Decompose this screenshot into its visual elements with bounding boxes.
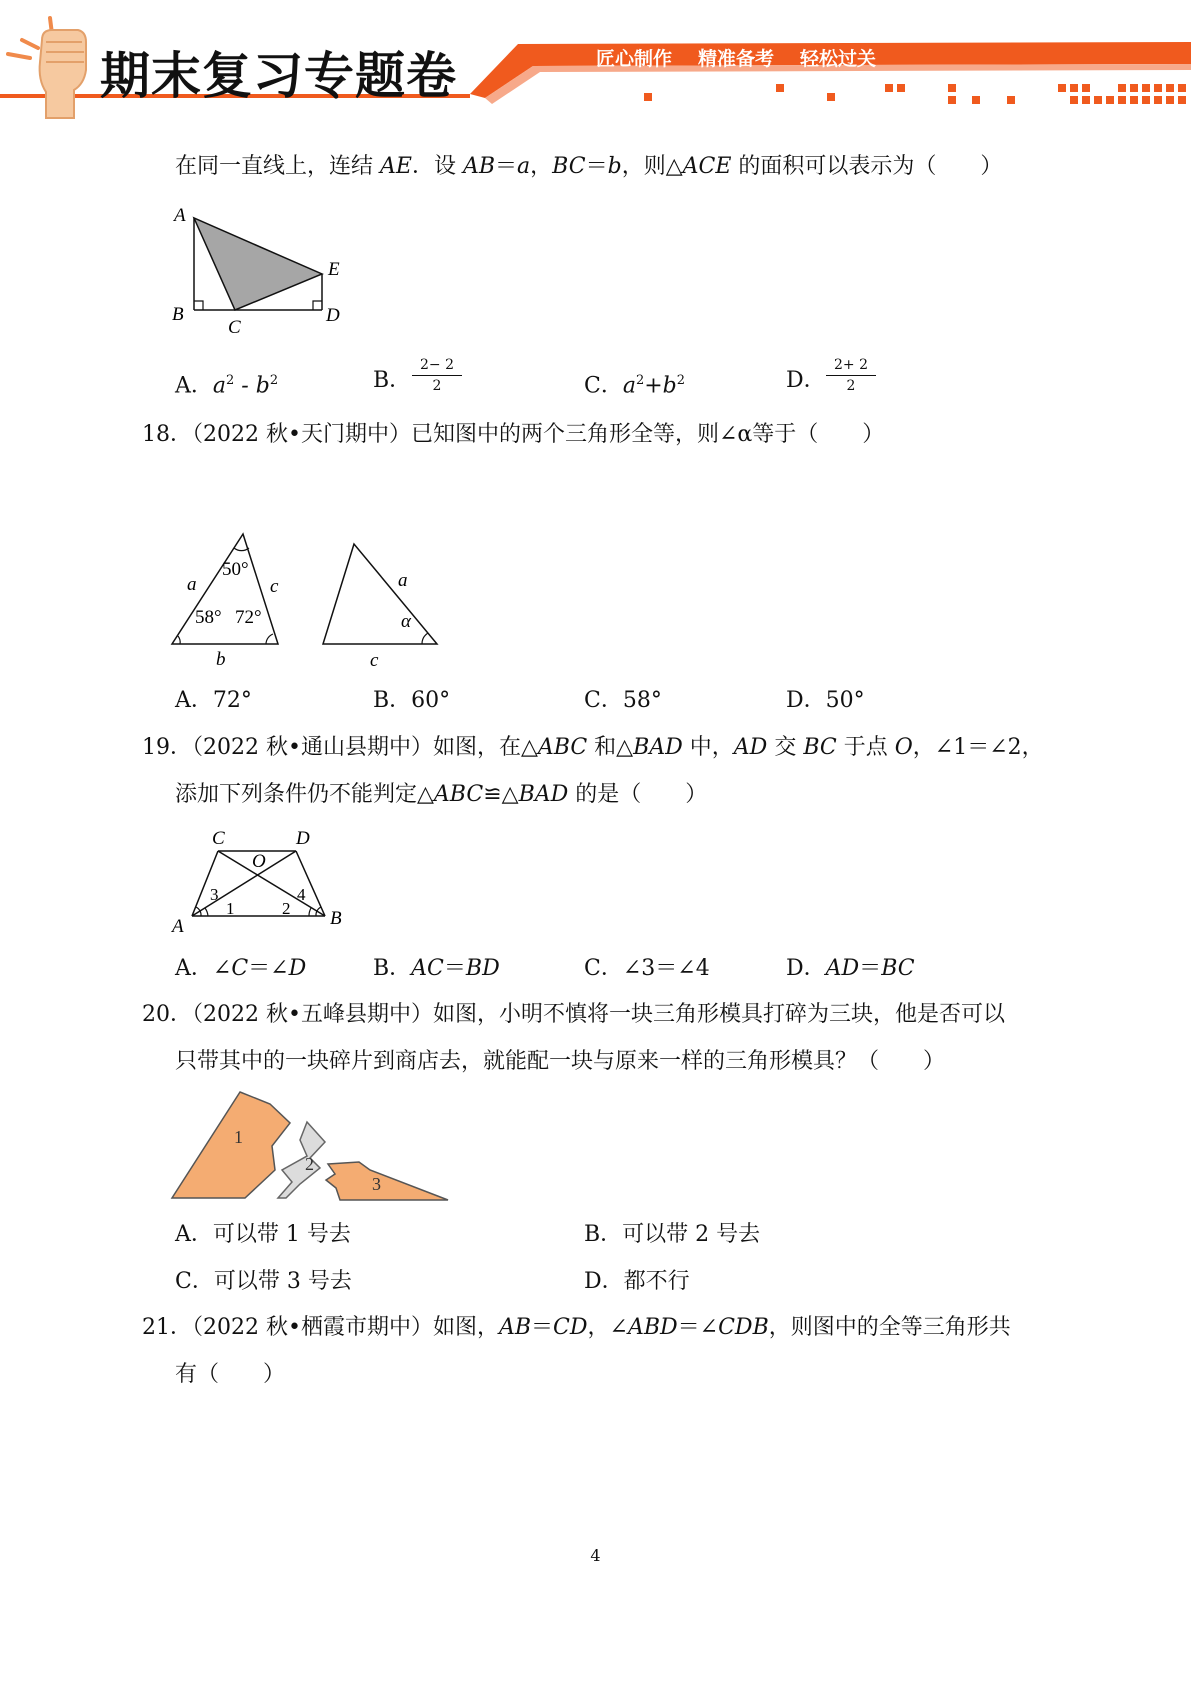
q20-piece-2-label: 2: [305, 1154, 314, 1174]
fist-icon: [8, 18, 86, 118]
q20-piece-2: [278, 1122, 325, 1198]
q19-angle-4: 4: [297, 885, 306, 904]
q21-stem-line1: 21．（2022 秋•栖霞市期中）如图，AB＝CD，∠ABD＝∠CDB，则图中的全等三角形共: [142, 1315, 1011, 1340]
q17-label-A: A: [174, 205, 186, 226]
q17-label-E: E: [328, 259, 340, 280]
q17-option-c: C．$a^2+b^2$: [584, 373, 686, 399]
q19-label-A: A: [172, 916, 184, 937]
q18-option-a: A．72°: [175, 688, 252, 713]
q17-figure: [160, 195, 360, 340]
q20-stem-line2: 只带其中的一块碎片到商店去，就能配一块与原来一样的三角形模具？（ ）: [175, 1049, 946, 1074]
q17-option-d-fraction: [826, 357, 876, 394]
q18-stem: 18．（2022 秋•天门期中）已知图中的两个三角形全等，则∠α等于（ ）: [142, 422, 885, 447]
q17-option-b-fraction: [412, 357, 462, 394]
q19-label-B: B: [330, 908, 342, 929]
q18-figure: [160, 520, 450, 670]
q18-angle-50: 50°: [222, 559, 249, 580]
q17-label-B: B: [172, 304, 184, 325]
header-slogan-3: 轻松过关: [800, 48, 877, 70]
page-header: [0, 0, 1191, 125]
q17-option-d-numerator: 2+ 2: [826, 357, 876, 376]
q21-stem-line2: 有（ ）: [175, 1362, 286, 1387]
q17-option-b-numerator: 2− 2: [412, 357, 462, 376]
q19-label-O: O: [252, 851, 266, 872]
q17-label-D: D: [326, 305, 340, 326]
q20-piece-3-label: 3: [372, 1174, 381, 1194]
q19-option-d: D．AD＝BC: [786, 956, 915, 981]
q20-piece-1-label: 1: [234, 1127, 243, 1147]
q20-stem-line1: 20．（2022 秋•五峰县期中）如图，小明不慎将一块三角形模具打碎为三块，他是否可以: [142, 1002, 1005, 1027]
q17-option-d: D．: [786, 368, 826, 393]
page-number: 4: [590, 1546, 601, 1565]
q19-option-c: C．∠3＝∠4: [584, 956, 710, 981]
q19-stem-line2: 添加下列条件仍不能判定△ABC≌△BAD 的是（ ）: [175, 782, 708, 807]
q19-label-C: C: [212, 828, 225, 849]
q18-label-a2: a: [398, 570, 408, 591]
q20-option-a: A．可以带 1 号去: [175, 1222, 351, 1247]
q20-piece-1: [172, 1092, 290, 1198]
q17-option-b-denominator: 2: [432, 378, 442, 394]
q18-angle-58: 58°: [195, 607, 222, 628]
header-title: 期末复习专题卷: [100, 47, 457, 105]
q19-angle-3: 3: [210, 885, 219, 904]
q17-option-a: A．$a^2 - b^2$: [175, 373, 279, 399]
q19-option-a: A．∠C＝∠D: [175, 956, 307, 981]
q20-option-b: B．可以带 2 号去: [584, 1222, 761, 1247]
q18-angle-72: 72°: [235, 607, 262, 628]
q18-label-c1: c: [270, 576, 279, 597]
q19-angle-1: 1: [226, 899, 235, 918]
q19-stem-line1: 19．（2022 秋•通山县期中）如图，在△ABC 和△BAD 中，AD 交 BC 于点 O，∠1＝∠2，: [142, 735, 1044, 760]
q18-option-c: C．58°: [584, 688, 662, 713]
header-slogan-2: 精准备考: [698, 48, 775, 70]
q18-label-c2: c: [370, 650, 379, 670]
q17-option-d-denominator: 2: [846, 378, 856, 394]
q18-option-d: D．50°: [786, 688, 865, 713]
q20-piece-3: [326, 1162, 448, 1200]
q20-figure: [160, 1088, 460, 1208]
q17-label-C: C: [228, 317, 241, 338]
q20-option-d: D．都不行: [584, 1269, 690, 1294]
q18-label-alpha: α: [401, 611, 411, 632]
q19-option-b: B．AC＝BD: [373, 956, 500, 981]
q19-label-D: D: [296, 828, 310, 849]
q18-label-a1: a: [187, 574, 197, 595]
q17-stem: 在同一直线上，连结 AE．设 AB＝a，BC＝b，则△ACE 的面积可以表示为（ ）: [175, 154, 1003, 179]
q19-figure: [160, 820, 360, 938]
q18-label-b1: b: [216, 649, 226, 670]
q18-option-b: B．60°: [373, 688, 451, 713]
q19-angle-2: 2: [282, 899, 291, 918]
header-slogan-1: 匠心制作: [596, 48, 673, 70]
q20-option-c: C．可以带 3 号去: [175, 1269, 352, 1294]
q17-option-b: B．: [373, 368, 412, 393]
